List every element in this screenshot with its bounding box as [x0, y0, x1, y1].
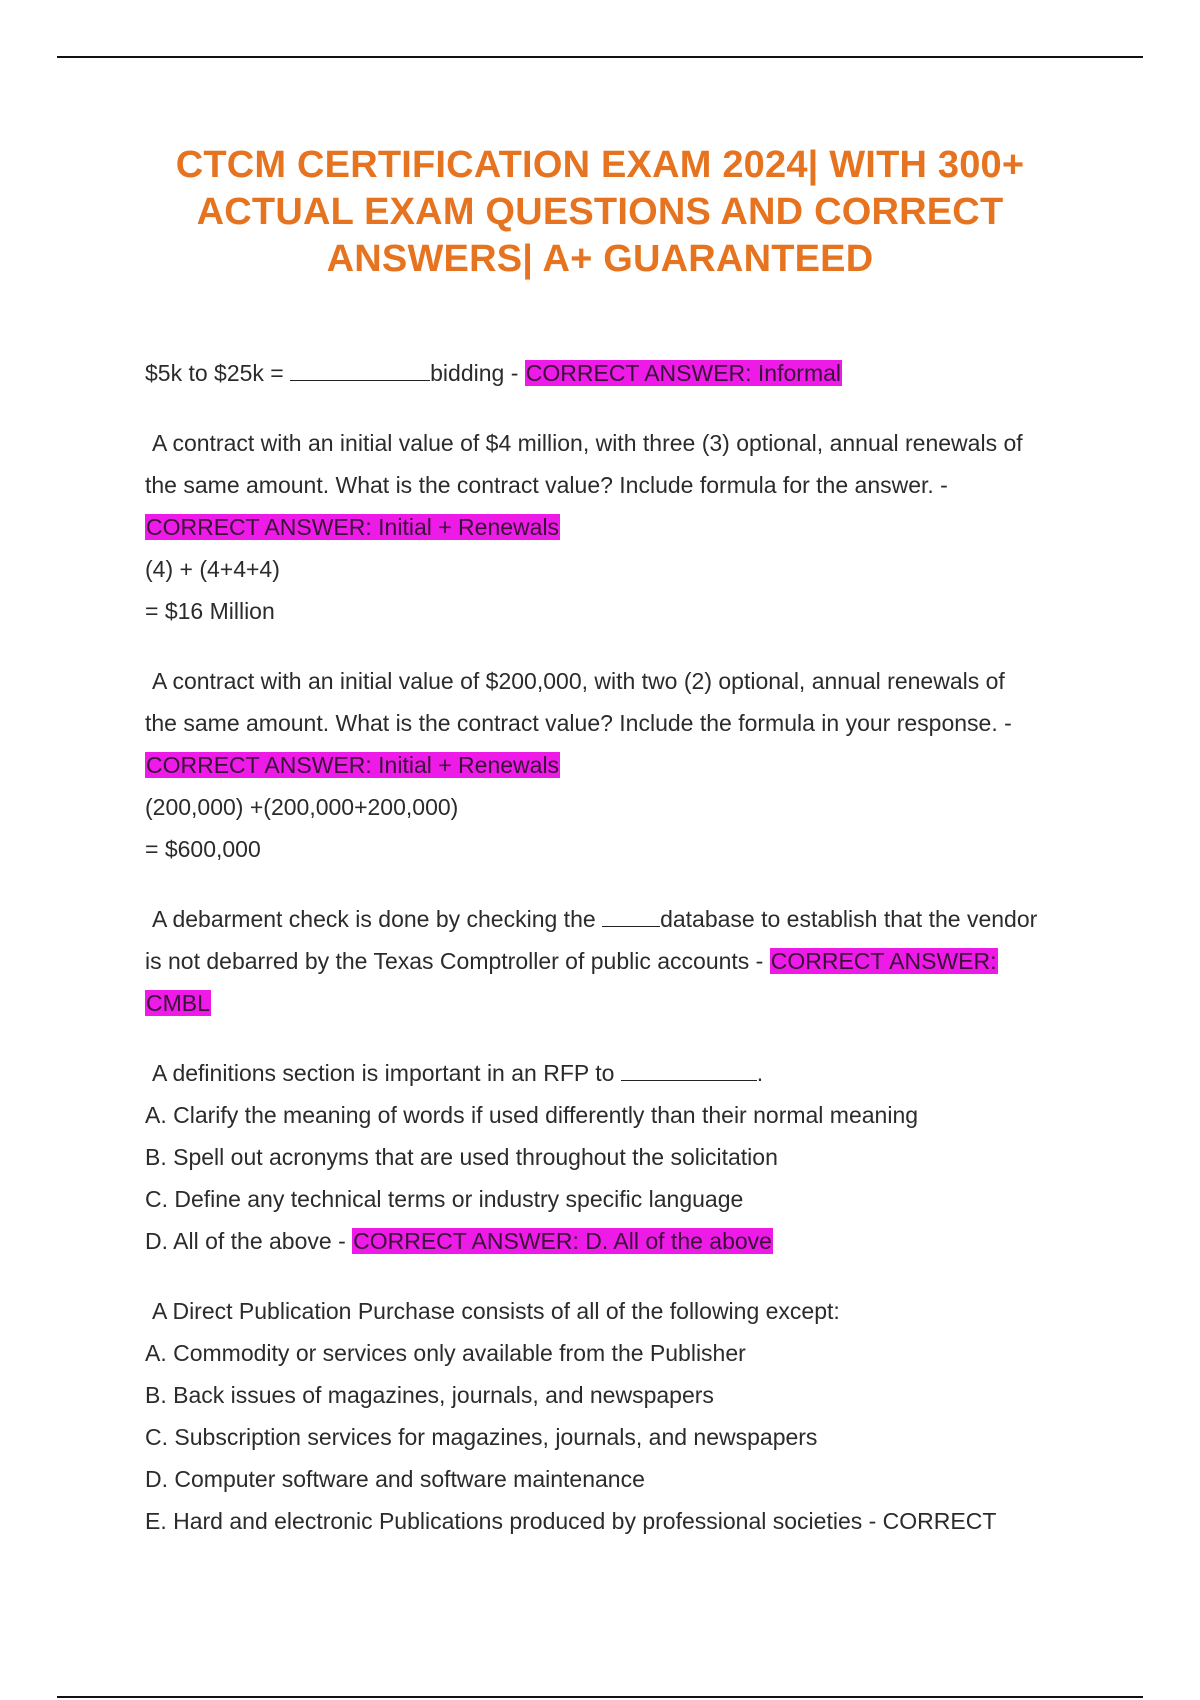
question-4 — [145, 898, 1085, 1024]
question-2-line-2: the same amount. What is the contract value? Include formula for the answer. - — [145, 472, 948, 498]
question-1-line — [145, 352, 1085, 394]
option-d: D. All of the above - — [145, 1228, 353, 1254]
question-2-answer-line — [145, 506, 1085, 548]
highlighted-answer: CORRECT ANSWER: Informal — [525, 360, 842, 386]
question-4-answer-line — [145, 982, 1085, 1024]
fill-in-blank — [621, 1060, 757, 1081]
title-line-3: ANSWERS| A+ GUARANTEED — [326, 238, 874, 280]
highlighted-answer: CORRECT ANSWER: D. All of the above — [353, 1228, 772, 1254]
question-3 — [145, 660, 1085, 870]
question-4-line-2 — [145, 940, 1085, 982]
question-2 — [145, 422, 1085, 632]
option-a: A. Clarify the meaning of words if used differently than their normal meaning — [145, 1102, 919, 1128]
question-4-pre: A debarment check is done by checking the — [152, 906, 603, 932]
question-3-formula: (200,000) +(200,000+200,000) — [145, 794, 459, 820]
question-4-post: database to establish that the vendor — [660, 906, 1038, 932]
highlighted-answer: CORRECT ANSWER: — [770, 948, 997, 974]
question-5 — [145, 1052, 1085, 1262]
question-4-line-1 — [145, 898, 1085, 940]
question-2-result: = $16 Million — [145, 598, 275, 624]
highlighted-answer: CORRECT ANSWER: Initial + Renewals — [146, 514, 560, 540]
question-1 — [145, 352, 1085, 394]
question-1-post: bidding - — [430, 360, 525, 386]
question-6 — [145, 1290, 1085, 1542]
question-list — [145, 352, 1085, 1570]
question-3-line-2: the same amount. What is the contract value? Include the formula in your response. - — [145, 710, 1012, 736]
option-c: C. Define any technical terms or industry specific language — [145, 1186, 744, 1212]
highlighted-answer-cont: CMBL — [146, 990, 210, 1016]
title-line-2: ACTUAL EXAM QUESTIONS AND CORRECT — [196, 191, 1004, 233]
question-3-answer-line — [145, 744, 1085, 786]
question-2-line-1: A contract with an initial value of $4 million, with three (3) optional, annual renewals of — [152, 430, 1023, 456]
document-title — [100, 142, 1100, 283]
top-rule — [57, 56, 1143, 58]
question-2-formula: (4) + (4+4+4) — [145, 556, 280, 582]
option-e: E. Hard and electronic Publications produced by professional societies - CORRECT — [145, 1508, 997, 1534]
fill-in-blank — [290, 360, 430, 381]
highlighted-answer: CORRECT ANSWER: Initial + Renewals — [146, 752, 560, 778]
option-a: A. Commodity or services only available from the Publisher — [145, 1340, 746, 1366]
question-1-pre: $5k to $25k = — [145, 360, 291, 386]
question-3-line-1: A contract with an initial value of $200,000, with two (2) optional, annual renewals of — [152, 668, 1005, 694]
fill-in-blank — [602, 906, 660, 927]
question-3-result: = $600,000 — [145, 836, 261, 862]
title-line-1: CTCM CERTIFICATION EXAM 2024| WITH 300+ — [175, 144, 1025, 186]
question-5-stem-post: . — [756, 1060, 764, 1086]
bottom-rule — [57, 1696, 1143, 1698]
option-b: B. Back issues of magazines, journals, and newspapers — [145, 1382, 714, 1408]
question-5-stem-pre: A definitions section is important in an RFP to — [152, 1060, 621, 1086]
question-5-stem — [145, 1052, 1085, 1094]
option-d-line — [145, 1220, 1085, 1262]
option-b: B. Spell out acronyms that are used throughout the solicitation — [145, 1144, 778, 1170]
option-d: D. Computer software and software maintenance — [145, 1466, 645, 1492]
option-c: C. Subscription services for magazines, journals, and newspapers — [145, 1424, 818, 1450]
question-6-stem: A Direct Publication Purchase consists of all of the following except: — [152, 1298, 840, 1324]
question-4-line-2-text: is not debarred by the Texas Comptroller of public accounts - — [145, 948, 770, 974]
